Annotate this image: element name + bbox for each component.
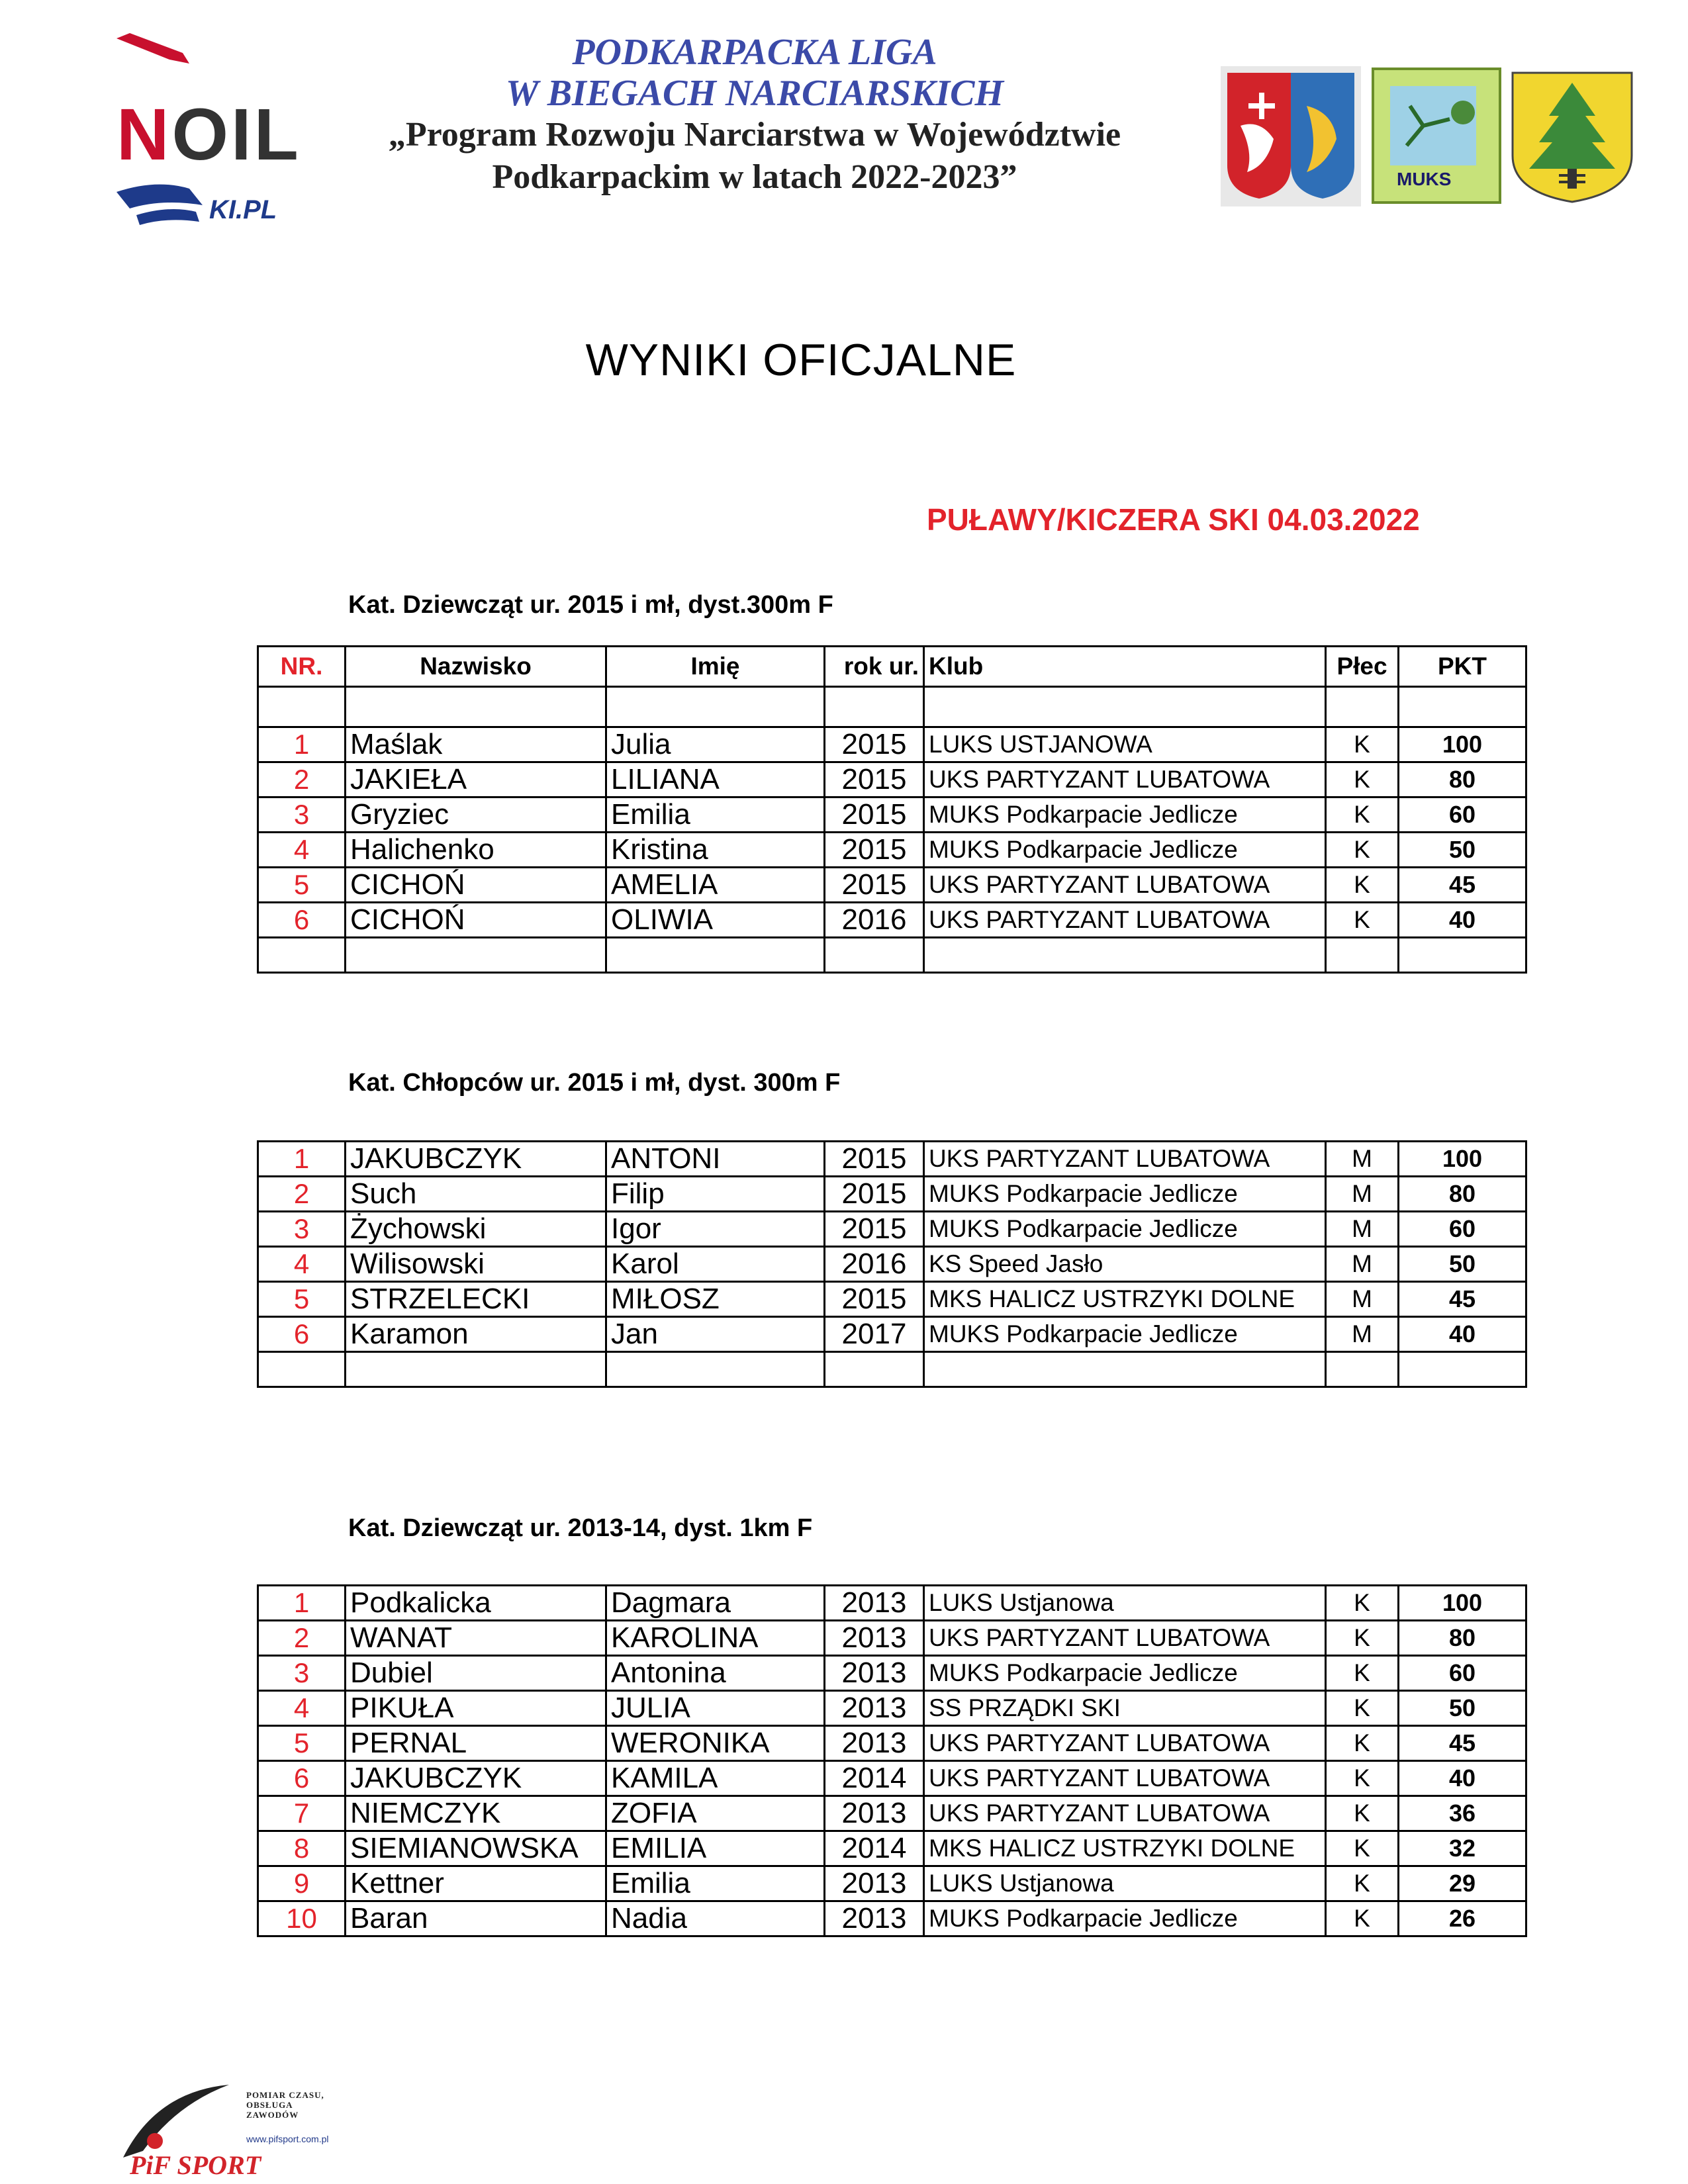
place-cell — [258, 687, 346, 727]
table-empty-row — [258, 938, 1526, 973]
gender-cell: M — [1326, 1247, 1399, 1282]
gender-cell: K — [1326, 1726, 1399, 1761]
table-row — [258, 1691, 1526, 1726]
event-name: PUŁAWY/KICZERA SKI 04.03.2022 — [927, 502, 1420, 537]
club-cell: KS Speed Jasło — [924, 1247, 1326, 1282]
birth-year-cell: 2017 — [825, 1317, 924, 1352]
surname-cell: Kettner — [346, 1866, 606, 1901]
col-nr-header: NR. — [258, 647, 346, 687]
surname-cell — [346, 687, 606, 727]
points-cell: 50 — [1399, 833, 1526, 868]
birth-year-cell: 2013 — [825, 1656, 924, 1691]
table-row — [258, 1761, 1526, 1796]
table-row — [258, 903, 1526, 938]
surname-cell: Żychowski — [346, 1212, 606, 1247]
club-cell: UKS PARTYZANT LUBATOWA — [924, 1761, 1326, 1796]
birth-year-cell: 2016 — [825, 903, 924, 938]
table-row — [258, 1212, 1526, 1247]
col-pkt-header: PKT — [1399, 647, 1526, 687]
surname-cell: Halichenko — [346, 833, 606, 868]
table-row — [258, 1621, 1526, 1656]
gender-cell: K — [1326, 1901, 1399, 1936]
birth-year-cell — [825, 1352, 924, 1387]
gender-cell: M — [1326, 1142, 1399, 1177]
firstname-cell: AMELIA — [606, 868, 825, 903]
program-line2: Podkarpackim w latach 2022-2023” — [492, 158, 1017, 196]
firstname-cell: ZOFIA — [606, 1796, 825, 1831]
birth-year-cell: 2013 — [825, 1691, 924, 1726]
birth-year-cell: 2015 — [825, 1177, 924, 1212]
firstname-cell — [606, 1352, 825, 1387]
podkarpackie-crest-icon — [1221, 66, 1361, 206]
club-cell: MUKS Podkarpacie Jedlicze — [924, 1177, 1326, 1212]
table-header-row — [258, 647, 1526, 687]
surname-cell: PIKUŁA — [346, 1691, 606, 1726]
firstname-cell: KAMILA — [606, 1761, 825, 1796]
firstname-cell: Julia — [606, 727, 825, 762]
points-cell: 40 — [1399, 903, 1526, 938]
gender-cell: K — [1326, 1586, 1399, 1621]
gender-cell — [1326, 1352, 1399, 1387]
surname-cell: NIEMCZYK — [346, 1796, 606, 1831]
col-nazwisko-header: Nazwisko — [346, 647, 606, 687]
firstname-cell — [606, 687, 825, 727]
birth-year-cell: 2015 — [825, 1142, 924, 1177]
place-cell: 2 — [258, 762, 346, 797]
gender-cell: M — [1326, 1177, 1399, 1212]
place-cell: 8 — [258, 1831, 346, 1866]
table-row — [258, 1177, 1526, 1212]
col-imie-header: Imię — [606, 647, 825, 687]
results-table-3 — [257, 1584, 1527, 1937]
place-cell: 3 — [258, 1656, 346, 1691]
surname-cell: Maślak — [346, 727, 606, 762]
birth-year-cell: 2014 — [825, 1831, 924, 1866]
gender-cell: K — [1326, 1796, 1399, 1831]
table-row — [258, 797, 1526, 833]
table-row — [258, 1586, 1526, 1621]
place-cell — [258, 1352, 346, 1387]
table-empty-row — [258, 1352, 1526, 1387]
surname-cell: Podkalicka — [346, 1586, 606, 1621]
birth-year-cell: 2014 — [825, 1761, 924, 1796]
firstname-cell — [606, 938, 825, 973]
club-cell: UKS PARTYZANT LUBATOWA — [924, 903, 1326, 938]
club-cell: LUKS Ustjanowa — [924, 1866, 1326, 1901]
club-cell: UKS PARTYZANT LUBATOWA — [924, 1142, 1326, 1177]
place-cell: 5 — [258, 1282, 346, 1317]
gender-cell: K — [1326, 1831, 1399, 1866]
place-cell: 4 — [258, 833, 346, 868]
surname-cell: WANAT — [346, 1621, 606, 1656]
club-cell: UKS PARTYZANT LUBATOWA — [924, 1726, 1326, 1761]
place-cell: 6 — [258, 903, 346, 938]
place-cell: 7 — [258, 1796, 346, 1831]
club-cell: MUKS Podkarpacie Jedlicze — [924, 1901, 1326, 1936]
club-cell: MUKS Podkarpacie Jedlicze — [924, 833, 1326, 868]
surname-cell: PERNAL — [346, 1726, 606, 1761]
firstname-cell: Emilia — [606, 797, 825, 833]
place-cell: 3 — [258, 797, 346, 833]
ski-pl-logo — [117, 179, 328, 232]
gender-cell: K — [1326, 727, 1399, 762]
surname-cell: SIEMIANOWSKA — [346, 1831, 606, 1866]
results-table-2 — [257, 1140, 1527, 1388]
club-cell: UKS PARTYZANT LUBATOWA — [924, 762, 1326, 797]
points-cell: 45 — [1399, 1726, 1526, 1761]
firstname-cell: Igor — [606, 1212, 825, 1247]
birth-year-cell: 2015 — [825, 762, 924, 797]
gender-cell: M — [1326, 1282, 1399, 1317]
points-cell: 100 — [1399, 727, 1526, 762]
points-cell: 26 — [1399, 1901, 1526, 1936]
gender-cell — [1326, 687, 1399, 727]
points-cell: 100 — [1399, 1586, 1526, 1621]
firstname-cell: EMILIA — [606, 1831, 825, 1866]
points-cell: 60 — [1399, 1656, 1526, 1691]
gender-cell: K — [1326, 1691, 1399, 1726]
table-row — [258, 1796, 1526, 1831]
club-cell: MKS HALICZ USTRZYKI DOLNE — [924, 1831, 1326, 1866]
club-cell: UKS PARTYZANT LUBATOWA — [924, 868, 1326, 903]
firstname-cell: WERONIKA — [606, 1726, 825, 1761]
place-cell: 6 — [258, 1761, 346, 1796]
points-cell: 45 — [1399, 868, 1526, 903]
league-title-line1: PODKARPACKA LIGA — [572, 32, 937, 73]
surname-cell: Gryziec — [346, 797, 606, 833]
birth-year-cell: 2013 — [825, 1866, 924, 1901]
place-cell: 5 — [258, 1726, 346, 1761]
gender-cell: M — [1326, 1317, 1399, 1352]
points-cell — [1399, 1352, 1526, 1387]
birth-year-cell: 2015 — [825, 1282, 924, 1317]
pif-sport-logo — [117, 2078, 261, 2180]
birth-year-cell: 2015 — [825, 797, 924, 833]
gender-cell: K — [1326, 868, 1399, 903]
table-row — [258, 833, 1526, 868]
firstname-cell: Jan — [606, 1317, 825, 1352]
surname-cell: JAKIEŁA — [346, 762, 606, 797]
place-cell: 1 — [258, 1142, 346, 1177]
page-title: WYNIKI OFICJALNE — [585, 335, 1017, 385]
firstname-cell: MIŁOSZ — [606, 1282, 825, 1317]
pif-sport-text: PiF SPORT — [130, 2150, 261, 2180]
points-cell: 32 — [1399, 1831, 1526, 1866]
points-cell: 100 — [1399, 1142, 1526, 1177]
muks-text: MUKS — [1397, 169, 1452, 189]
firstname-cell: Dagmara — [606, 1586, 825, 1621]
points-cell: 50 — [1399, 1247, 1526, 1282]
place-cell: 4 — [258, 1691, 346, 1726]
birth-year-cell: 2013 — [825, 1621, 924, 1656]
club-cell: LUKS USTJANOWA — [924, 727, 1326, 762]
table-row — [258, 868, 1526, 903]
pif-tagline: POMIAR CZASU, OBSŁUGA ZAWODÓW — [246, 2090, 324, 2120]
club-cell: SS PRZĄDKI SKI — [924, 1691, 1326, 1726]
gender-cell: K — [1326, 762, 1399, 797]
birth-year-cell: 2015 — [825, 1212, 924, 1247]
firstname-cell: JULIA — [606, 1691, 825, 1726]
league-title-line2: W BIEGACH NARCIARSKICH — [505, 73, 1004, 114]
place-cell: 1 — [258, 727, 346, 762]
surname-cell: Wilisowski — [346, 1247, 606, 1282]
firstname-cell: Kristina — [606, 833, 825, 868]
birth-year-cell: 2013 — [825, 1586, 924, 1621]
surname-cell — [346, 938, 606, 973]
table-row — [258, 1901, 1526, 1936]
table-row — [258, 727, 1526, 762]
club-cell — [924, 1352, 1326, 1387]
firstname-cell: Nadia — [606, 1901, 825, 1936]
muks-jedlicze-logo — [1370, 66, 1503, 205]
birth-year-cell: 2016 — [825, 1247, 924, 1282]
gender-cell: M — [1326, 1212, 1399, 1247]
gender-cell: K — [1326, 1761, 1399, 1796]
place-cell: 6 — [258, 1317, 346, 1352]
gender-cell: K — [1326, 1656, 1399, 1691]
category-1-title: Kat. Dziewcząt ur. 2015 i mł, dyst.300m F — [348, 591, 833, 619]
club-cell: MUKS Podkarpacie Jedlicze — [924, 1656, 1326, 1691]
points-cell: 60 — [1399, 1212, 1526, 1247]
points-cell: 45 — [1399, 1282, 1526, 1317]
firstname-cell: OLIWIA — [606, 903, 825, 938]
red-swoosh-icon — [117, 33, 189, 66]
col-rok-header: rok ur. — [825, 647, 924, 687]
club-cell — [924, 687, 1326, 727]
birth-year-cell: 2013 — [825, 1726, 924, 1761]
category-3-title: Kat. Dziewcząt ur. 2013-14, dyst. 1km F — [348, 1514, 813, 1542]
table-row — [258, 762, 1526, 797]
table-row — [258, 1866, 1526, 1901]
col-plec-header: Płec — [1326, 647, 1399, 687]
place-cell: 1 — [258, 1586, 346, 1621]
club-cell: UKS PARTYZANT LUBATOWA — [924, 1796, 1326, 1831]
place-cell: 2 — [258, 1177, 346, 1212]
table-row — [258, 1247, 1526, 1282]
surname-cell: Dubiel — [346, 1656, 606, 1691]
place-cell: 4 — [258, 1247, 346, 1282]
firstname-cell: LILIANA — [606, 762, 825, 797]
points-cell — [1399, 687, 1526, 727]
surname-cell: JAKUBCZYK — [346, 1142, 606, 1177]
gender-cell — [1326, 938, 1399, 973]
club-cell — [924, 938, 1326, 973]
orlen-oil-logo: NOIL — [117, 94, 301, 175]
firstname-cell: KAROLINA — [606, 1621, 825, 1656]
birth-year-cell — [825, 938, 924, 973]
results-table-1 — [257, 645, 1527, 974]
place-cell — [258, 938, 346, 973]
birth-year-cell: 2013 — [825, 1796, 924, 1831]
firstname-cell: Karol — [606, 1247, 825, 1282]
firstname-cell: Antonina — [606, 1656, 825, 1691]
club-cell: UKS PARTYZANT LUBATOWA — [924, 1621, 1326, 1656]
surname-cell: Karamon — [346, 1317, 606, 1352]
club-cell: MUKS Podkarpacie Jedlicze — [924, 1212, 1326, 1247]
birth-year-cell: 2015 — [825, 868, 924, 903]
table-row — [258, 1656, 1526, 1691]
points-cell: 36 — [1399, 1796, 1526, 1831]
gender-cell: K — [1326, 833, 1399, 868]
points-cell: 80 — [1399, 1621, 1526, 1656]
firstname-cell: Filip — [606, 1177, 825, 1212]
club-cell: MUKS Podkarpacie Jedlicze — [924, 797, 1326, 833]
category-2-title: Kat. Chłopców ur. 2015 i mł, dyst. 300m F — [348, 1069, 841, 1097]
table-row — [258, 1282, 1526, 1317]
table-spacer-row — [258, 687, 1526, 727]
birth-year-cell: 2015 — [825, 833, 924, 868]
club-cell: MKS HALICZ USTRZYKI DOLNE — [924, 1282, 1326, 1317]
place-cell: 2 — [258, 1621, 346, 1656]
place-cell: 9 — [258, 1866, 346, 1901]
gmina-crest-tree-icon — [1509, 69, 1635, 205]
ski-pl-text: KI.PL — [209, 195, 277, 224]
club-cell: LUKS Ustjanowa — [924, 1586, 1326, 1621]
program-line1: „Program Rozwoju Narciarstwa w Województwie — [388, 116, 1121, 154]
table-row — [258, 1142, 1526, 1177]
place-cell: 3 — [258, 1212, 346, 1247]
surname-cell: JAKUBCZYK — [346, 1761, 606, 1796]
surname-cell: CICHOŃ — [346, 903, 606, 938]
points-cell: 80 — [1399, 1177, 1526, 1212]
birth-year-cell — [825, 687, 924, 727]
firstname-cell: Emilia — [606, 1866, 825, 1901]
gender-cell: K — [1326, 797, 1399, 833]
surname-cell: Baran — [346, 1901, 606, 1936]
gender-cell: K — [1326, 1621, 1399, 1656]
birth-year-cell: 2013 — [825, 1901, 924, 1936]
table-row — [258, 1317, 1526, 1352]
table-row — [258, 1726, 1526, 1761]
points-cell: 29 — [1399, 1866, 1526, 1901]
club-cell: MUKS Podkarpacie Jedlicze — [924, 1317, 1326, 1352]
gender-cell: K — [1326, 903, 1399, 938]
points-cell — [1399, 938, 1526, 973]
points-cell: 40 — [1399, 1317, 1526, 1352]
points-cell: 40 — [1399, 1761, 1526, 1796]
points-cell: 60 — [1399, 797, 1526, 833]
surname-cell: STRZELECKI — [346, 1282, 606, 1317]
col-klub-header: Klub — [924, 647, 1326, 687]
surname-cell: Such — [346, 1177, 606, 1212]
surname-cell — [346, 1352, 606, 1387]
table-row — [258, 1831, 1526, 1866]
firstname-cell: ANTONI — [606, 1142, 825, 1177]
surname-cell: CICHOŃ — [346, 868, 606, 903]
gender-cell: K — [1326, 1866, 1399, 1901]
pif-url: www.pifsport.com.pl — [246, 2134, 329, 2144]
place-cell: 10 — [258, 1901, 346, 1936]
points-cell: 50 — [1399, 1691, 1526, 1726]
place-cell: 5 — [258, 868, 346, 903]
birth-year-cell: 2015 — [825, 727, 924, 762]
points-cell: 80 — [1399, 762, 1526, 797]
